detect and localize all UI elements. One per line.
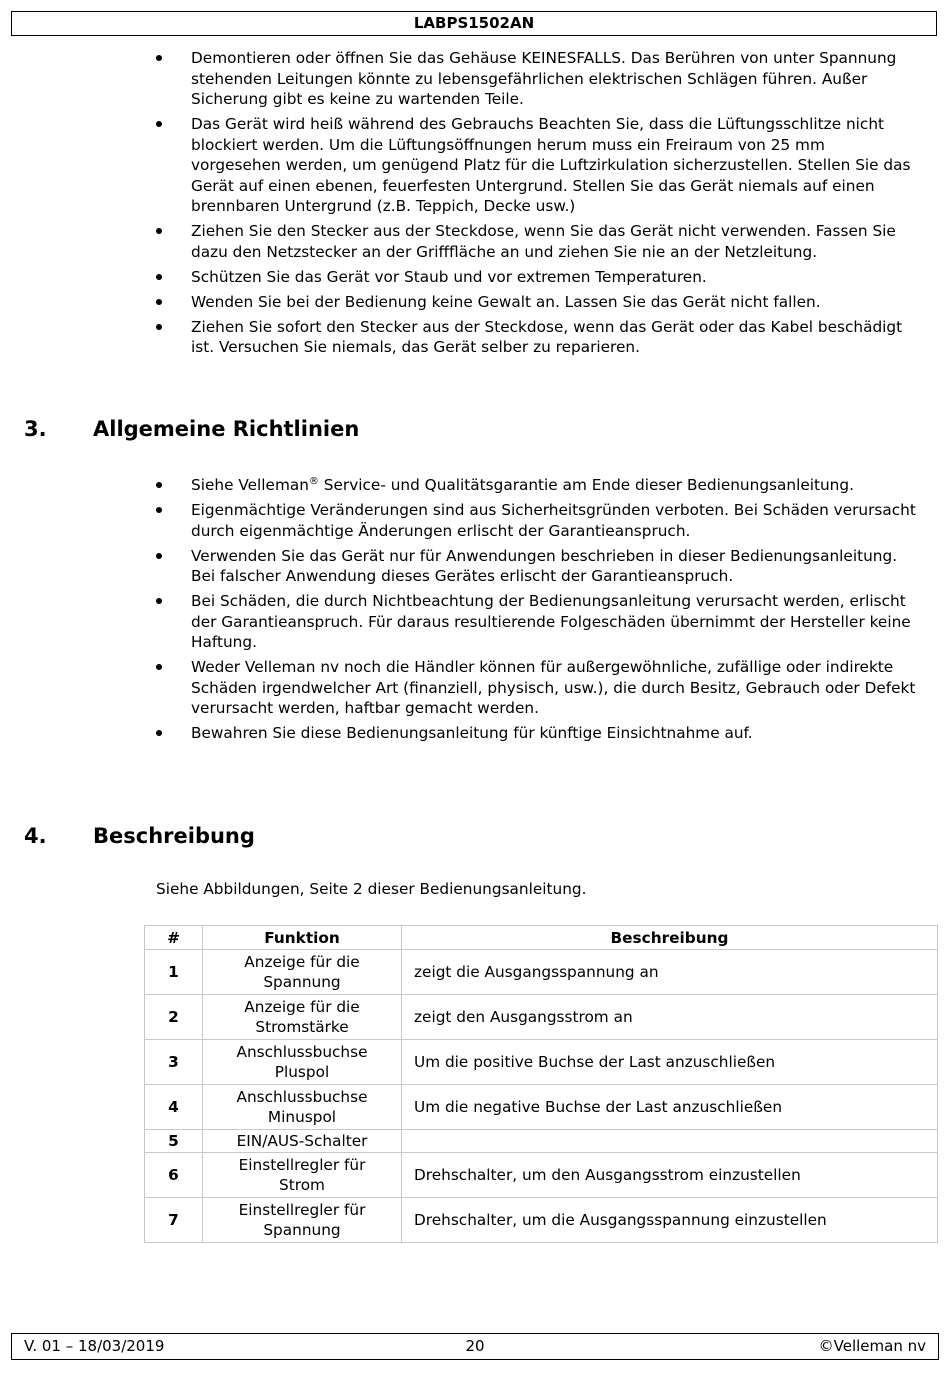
list-item: Schützen Sie das Gerät vor Staub und vor extremen Temperaturen. — [0, 267, 916, 288]
version-date: V. 01 – 18/03/2019 — [24, 1337, 165, 1355]
function-line: Spannung — [263, 973, 341, 991]
table-row — [145, 995, 938, 1040]
page-number: 20 — [465, 1337, 485, 1355]
guidelines-list — [0, 475, 916, 749]
row-number: 1 — [145, 950, 203, 995]
list-item: Ziehen Sie den Stecker aus der Steckdose, wenn Sie das Gerät nicht verwenden. Fassen Sie dazu den Netzstecker an der Grifffläche an und ziehen Sie nie an der Netzleitung. — [0, 221, 916, 262]
row-description: Drehschalter, um die Ausgangsspannung einzustellen — [402, 1198, 938, 1243]
section-title: Allgemeine Richtlinien — [93, 417, 360, 441]
list-item: Ziehen Sie sofort den Stecker aus der Steckdose, wenn das Gerät oder das Kabel beschädigt ist. Versuchen Sie niemals, das Gerät selber zu reparieren. — [0, 317, 916, 358]
row-number: 6 — [145, 1153, 203, 1198]
function-line: Minuspol — [267, 1108, 337, 1126]
row-function — [203, 1040, 402, 1085]
row-function — [203, 995, 402, 1040]
list-item — [0, 475, 916, 496]
function-line: Strom — [279, 1176, 325, 1194]
list-item: Verwenden Sie das Gerät nur für Anwendungen beschrieben in dieser Bedienungsanleitung. Bei falscher Anwendung dieses Gerätes erlischt der Garantieanspruch. — [0, 546, 916, 587]
table-row — [145, 1153, 938, 1198]
list-item: Bei Schäden, die durch Nichtbeachtung der Bedienungsanleitung verursacht werden, erlischt der Garantieanspruch. Für daraus resultierende Folgeschäden übernimmt der Hersteller keine Haftung. — [0, 591, 916, 653]
row-function — [203, 1198, 402, 1243]
list-item-text: Siehe Velleman — [191, 476, 309, 494]
registered-mark: ® — [308, 475, 319, 487]
function-line: Pluspol — [274, 1063, 330, 1081]
list-item: Das Gerät wird heiß während des Gebrauchs Beachten Sie, dass die Lüftungsschlitze nicht blockiert werden. Um die Lüftungsöffnungen herum muss ein Freiraum von 25 mm vorgesehen werden, um genügend Platz für die Luftzirkulation sicherzustellen. Stellen Sie das Gerät auf einen ebenen, feuerfesten Untergrund. Stellen Sie das Gerät niemals auf einen brennbaren Untergrund (z.B. Teppich, Decke usw.) — [0, 114, 916, 217]
section-4-heading — [24, 822, 255, 850]
page-footer — [11, 1333, 939, 1360]
section-title: Beschreibung — [93, 824, 255, 848]
row-number: 4 — [145, 1085, 203, 1130]
function-line: Anzeige für die — [244, 953, 360, 971]
row-number: 3 — [145, 1040, 203, 1085]
row-description: Um die negative Buchse der Last anzuschließen — [402, 1085, 938, 1130]
function-line: Anschlussbuchse — [236, 1043, 368, 1061]
function-line: Anschlussbuchse — [236, 1088, 368, 1106]
function-line: Einstellregler für — [238, 1201, 366, 1219]
table-row — [145, 1040, 938, 1085]
row-description — [402, 1130, 938, 1153]
copyright: ©Velleman nv — [818, 1337, 926, 1355]
header-title: LABPS1502AN — [413, 14, 535, 32]
list-item: Eigenmächtige Veränderungen sind aus Sicherheitsgründen verboten. Bei Schäden verursacht durch eigenmächtige Änderungen erlischt der Garantieanspruch. — [0, 500, 916, 541]
row-description: Um die positive Buchse der Last anzuschließen — [402, 1040, 938, 1085]
row-function — [203, 1085, 402, 1130]
column-header: # — [145, 926, 203, 950]
table-row — [145, 1130, 938, 1153]
section-number: 4. — [24, 824, 47, 848]
function-table — [144, 925, 938, 1243]
list-item: Weder Velleman nv noch die Händler können für außergewöhnliche, zufällige oder indirekte Schäden irgendwelcher Art (finanziell, physisch, usw.), die durch Besitz, Gebrauch oder Defekt verursacht werden, haftbar gemacht werden. — [0, 657, 916, 719]
row-function — [203, 950, 402, 995]
row-description: Drehschalter, um den Ausgangsstrom einzustellen — [402, 1153, 938, 1198]
list-item: Bewahren Sie diese Bedienungsanleitung für künftige Einsichtnahme auf. — [0, 723, 916, 744]
function-line: Spannung — [263, 1221, 341, 1239]
table-header-row — [145, 926, 938, 950]
row-number: 5 — [145, 1130, 203, 1153]
section-intro: Siehe Abbildungen, Seite 2 dieser Bedienungsanleitung. — [156, 880, 587, 898]
table-row — [145, 1085, 938, 1130]
list-item: Wenden Sie bei der Bedienung keine Gewalt an. Lassen Sie das Gerät nicht fallen. — [0, 292, 916, 313]
table-row — [145, 1198, 938, 1243]
row-function — [203, 1153, 402, 1198]
row-number: 7 — [145, 1198, 203, 1243]
column-header: Beschreibung — [402, 926, 938, 950]
function-line: Anzeige für die — [244, 998, 360, 1016]
row-function: EIN/AUS-Schalter — [203, 1130, 402, 1153]
row-number: 2 — [145, 995, 203, 1040]
function-line: Stromstärke — [255, 1018, 349, 1036]
list-item-text: Service- und Qualitätsgarantie am Ende dieser Bedienungsanleitung. — [318, 476, 854, 494]
row-description: zeigt die Ausgangsspannung an — [402, 950, 938, 995]
table-row — [145, 950, 938, 995]
column-header: Funktion — [203, 926, 402, 950]
function-line: Einstellregler für — [238, 1156, 366, 1174]
list-item: Demontieren oder öffnen Sie das Gehäuse KEINESFALLS. Das Berühren von unter Spannung stehenden Leitungen könnte zu lebensgefährlichen elektrischen Schlägen führen. Außer Sicherung gibt es keine zu wartenden Teile. — [0, 48, 916, 110]
section-3-heading — [24, 415, 359, 443]
row-description: zeigt den Ausgangsstrom an — [402, 995, 938, 1040]
page-header — [11, 11, 937, 36]
section-number: 3. — [24, 417, 47, 441]
safety-list — [0, 48, 916, 363]
